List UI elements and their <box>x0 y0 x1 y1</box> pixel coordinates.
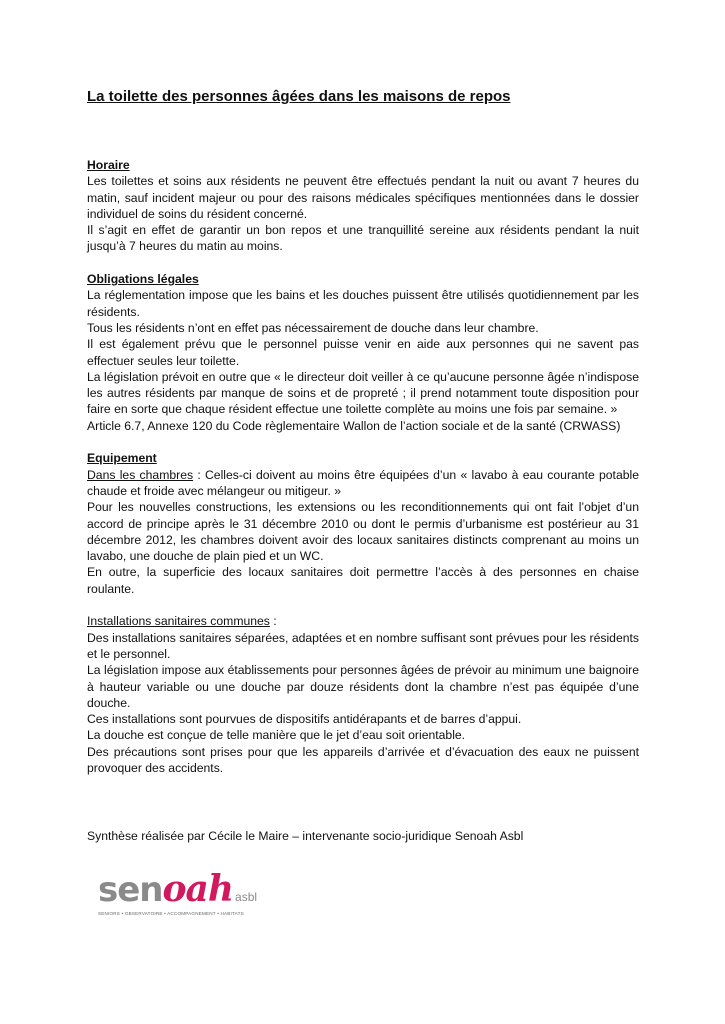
subheading-suffix: : <box>269 614 277 629</box>
logo-word-part1: sen <box>98 870 163 910</box>
logo-word-part2: oah <box>162 868 234 910</box>
spacer <box>87 255 639 271</box>
paragraph: La douche est conçue de telle manière que le jet d’eau soit orientable. <box>87 728 466 743</box>
paragraph <box>87 613 639 629</box>
subheading-communes: Installations sanitaires communes <box>87 614 270 629</box>
senoah-logo <box>98 868 258 924</box>
paragraph: Il s’agit en effet de garantir un bon repos et une tranquillité sereine aux résidents pendant la nuit jusqu’à 7 heures du matin au moins. <box>87 223 639 254</box>
section-heading-horaire: Horaire <box>87 158 130 172</box>
spacer <box>87 434 639 450</box>
paragraph: Tous les résidents n’ont en effet pas nécessairement de douche dans leur chambre. <box>87 320 539 335</box>
section-heading-equipement: Equipement <box>87 451 157 466</box>
paragraph-text: : Celles-ci doivent au moins être équipées d’un « lavabo à eau courante potable chaude et froide avec mélangeur ou mitigeur. » <box>87 467 639 498</box>
paragraph: Il est également prévu que le personnel puisse venir en aide aux personnes qui ne savent pas effectuer seules leur toilette. <box>87 337 639 368</box>
document-body <box>87 157 639 776</box>
paragraph: La législation prévoit en outre que « le directeur doit veiller à ce qu’aucune personne âgée n’indispose les autres résidents par manque de soins et de propreté ; il prend notamment toute disposition pour faire en sorte que chaque résident effectue une toilette complète au moins une fois par semaine. » <box>87 369 639 417</box>
logo-suffix: asbl <box>235 890 258 904</box>
logo-wordmark <box>98 868 258 908</box>
subheading-chambres: Dans les chambres <box>87 467 194 482</box>
paragraph: Ces installations sont pourvues de dispositifs antidérapants et de barres d’appui. <box>87 712 522 727</box>
paragraph: Les toilettes et soins aux résidents ne peuvent être effectués pendant la nuit ou avant 7 heures du matin, sauf incident majeur ou pour des raisons médicales spécifiques mentionnées dans le dossier individuel de soins du résident concerné. <box>87 174 639 221</box>
paragraph: La réglementation impose que les bains et les douches puissent être utilisés quotidiennement par les résidents. <box>87 288 639 319</box>
paragraph: Pour les nouvelles constructions, les extensions ou les reconditionnements qui ont fait l’objet d’un accord de principe après le 31 décembre 2010 ou dont le permis d’urbanisme est postérieur au 31 décembre 2012, les chambres doivent avoir des locaux sanitaires distincts comprenant au moins un lavabo, une douche de plain pied et un WC. <box>87 500 639 564</box>
section-heading-obligations: Obligations légales <box>87 272 199 287</box>
document-title: La toilette des personnes âgées dans les maisons de repos <box>87 88 511 105</box>
paragraph <box>87 467 639 500</box>
legal-reference: Article 6.7, Annexe 120 du Code règlementaire Wallon de l’action sociale et de la santé (CRWASS) <box>87 418 621 433</box>
logo-tagline: SENIORS • OBSERVATOIRE • ACCOMPAGNEMENT • HABITATS <box>98 911 244 916</box>
signature-line: Synthèse réalisée par Cécile le Maire – intervenante socio-juridique Senoah Asbl <box>87 829 524 843</box>
paragraph: En outre, la superficie des locaux sanitaires doit permettre l’accès à des personnes en chaise roulante. <box>87 565 639 596</box>
spacer <box>87 597 639 613</box>
paragraph: Des précautions sont prises pour que les appareils d’arrivée et d’évacuation des eaux ne puissent provoquer des accidents. <box>87 744 639 775</box>
paragraph: La législation impose aux établissements pour personnes âgées de prévoir au minimum une baignoire à hauteur variable ou une douche par douze résidents dont la chambre n’est pas équipée d’une douche. <box>87 663 639 710</box>
paragraph: Des installations sanitaires séparées, adaptées et en nombre suffisant sont prévues pour les résidents et le personnel. <box>87 630 639 661</box>
